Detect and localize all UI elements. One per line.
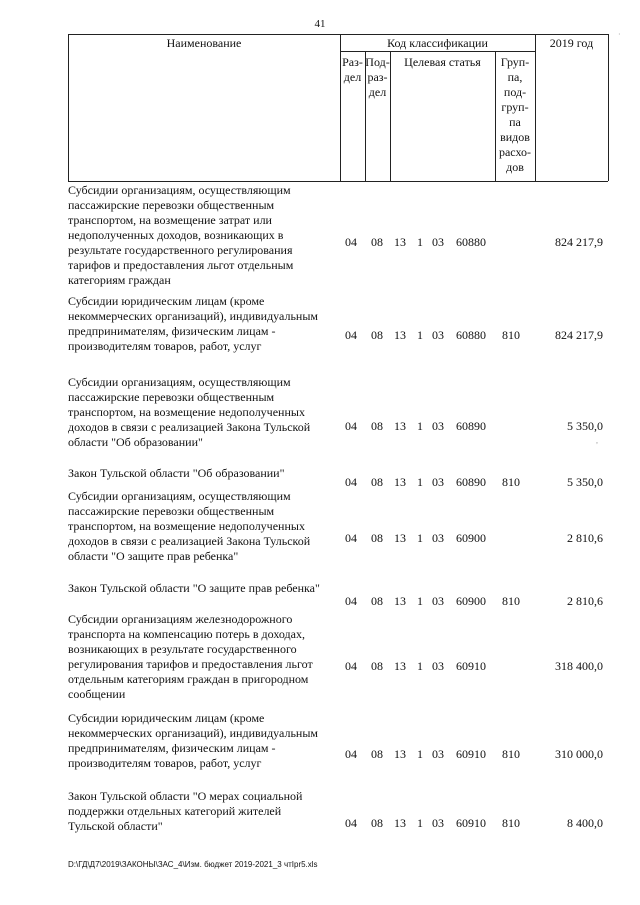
row-name-line: Закон Тульской области "О мерах социальной bbox=[68, 789, 303, 803]
row-name-line: Субсидии организациям, осуществляющим bbox=[68, 375, 291, 389]
row-code-c4: 60910 bbox=[456, 659, 486, 673]
header-razdel: Раз- дел bbox=[342, 55, 363, 84]
row-code-razdel: 04 bbox=[345, 816, 357, 830]
row-code-c1: 13 bbox=[394, 747, 406, 761]
row-name-line: доходов в связи с реализацией Закона Тульской bbox=[68, 420, 311, 434]
row-name-line: тарифов и предоставления льгот отдельным bbox=[68, 258, 294, 272]
row-name bbox=[68, 581, 340, 596]
row-code-razdel: 04 bbox=[345, 747, 357, 761]
row-code-c4: 60900 bbox=[456, 531, 486, 545]
row-code-razdel: 04 bbox=[345, 594, 357, 608]
row-code-c3: 03 bbox=[432, 475, 444, 489]
row-code-razdel: 04 bbox=[345, 659, 357, 673]
row-code-c2: 1 bbox=[417, 531, 423, 545]
row-name bbox=[68, 789, 340, 834]
row-code-c1: 13 bbox=[394, 816, 406, 830]
row-code-c3: 03 bbox=[432, 328, 444, 342]
row-code-c3: 03 bbox=[432, 816, 444, 830]
row-code-podrazdel: 08 bbox=[371, 235, 383, 249]
row-name-line: транспортом, на возмещение недополученных bbox=[68, 405, 305, 419]
row-code-c4: 60890 bbox=[456, 419, 486, 433]
row-code-c2: 1 bbox=[417, 328, 423, 342]
row-amount: 2 810,6 bbox=[567, 531, 603, 545]
row-name-line: области "О защите прав ребенка" bbox=[68, 549, 239, 563]
row-name bbox=[68, 183, 340, 288]
row-name bbox=[68, 466, 340, 481]
row-amount: 5 350,0 bbox=[567, 475, 603, 489]
row-name-line: категориям граждан bbox=[68, 273, 171, 287]
row-code-razdel: 04 bbox=[345, 328, 357, 342]
row-code-group: 810 bbox=[502, 594, 520, 608]
row-name-line: Субсидии организациям железнодорожного bbox=[68, 612, 293, 626]
row-code-podrazdel: 08 bbox=[371, 328, 383, 342]
row-name bbox=[68, 489, 340, 564]
row-code-group: 810 bbox=[502, 747, 520, 761]
row-name-line: предпринимателям, физическим лицам - bbox=[68, 324, 276, 338]
row-name-line: недополученных доходов, возникающих в bbox=[68, 228, 284, 242]
row-name-line: поддержки отдельных категорий жителей bbox=[68, 804, 282, 818]
row-amount: 310 000,0 bbox=[555, 747, 603, 761]
row-code-c4: 60880 bbox=[456, 235, 486, 249]
row-code-c2: 1 bbox=[417, 747, 423, 761]
row-code-c3: 03 bbox=[432, 419, 444, 433]
row-name-line: результате государственного регулирования bbox=[68, 243, 293, 257]
row-name-line: пассажирские перевозки общественным bbox=[68, 390, 275, 404]
row-name bbox=[68, 612, 340, 702]
row-code-c1: 13 bbox=[394, 531, 406, 545]
row-name-line: некоммерческих организаций), индивидуальным bbox=[68, 309, 318, 323]
row-code-c4: 60900 bbox=[456, 594, 486, 608]
row-name-line: транспортом, на возмещение недополученных bbox=[68, 519, 305, 533]
row-name-line: некоммерческих организаций), индивидуальным bbox=[68, 726, 318, 740]
row-code-razdel: 04 bbox=[345, 235, 357, 249]
file-path-footer: D:\ГД\Д7\2019\ЗАКОНЫ\ЗАС_4\Изм. бюджет 2019-2021_3 чтIpr5.xls bbox=[68, 860, 318, 869]
row-code-razdel: 04 bbox=[345, 531, 357, 545]
row-code-c2: 1 bbox=[417, 816, 423, 830]
header-code: Код классификации bbox=[387, 36, 488, 50]
row-code-c2: 1 bbox=[417, 594, 423, 608]
row-code-c4: 60890 bbox=[456, 475, 486, 489]
header-podrazdel: Под- раз- дел bbox=[365, 55, 390, 99]
row-code-c3: 03 bbox=[432, 594, 444, 608]
row-name-line: Субсидии юридическим лицам (кроме bbox=[68, 294, 265, 308]
row-code-c2: 1 bbox=[417, 419, 423, 433]
row-code-group: 810 bbox=[502, 328, 520, 342]
row-amount: 318 400,0 bbox=[555, 659, 603, 673]
row-name-line: регулирования тарифов и предоставления льгот bbox=[68, 657, 313, 671]
row-code-podrazdel: 08 bbox=[371, 816, 383, 830]
row-name bbox=[68, 375, 340, 450]
row-code-group: 810 bbox=[502, 816, 520, 830]
row-code-c2: 1 bbox=[417, 475, 423, 489]
row-code-c3: 03 bbox=[432, 531, 444, 545]
row-name-line: производителям товаров, работ, услуг bbox=[68, 756, 262, 770]
row-code-podrazdel: 08 bbox=[371, 747, 383, 761]
row-code-c1: 13 bbox=[394, 328, 406, 342]
row-code-podrazdel: 08 bbox=[371, 419, 383, 433]
row-code-c3: 03 bbox=[432, 659, 444, 673]
header-year: 2019 год bbox=[549, 36, 594, 50]
row-code-podrazdel: 08 bbox=[371, 594, 383, 608]
row-code-c1: 13 bbox=[394, 235, 406, 249]
page-number: 41 bbox=[314, 18, 326, 30]
row-name-line: предпринимателям, физическим лицам - bbox=[68, 741, 276, 755]
row-code-c2: 1 bbox=[417, 659, 423, 673]
row-code-podrazdel: 08 bbox=[371, 659, 383, 673]
row-code-c3: 03 bbox=[432, 747, 444, 761]
header-name: Наименование bbox=[166, 36, 242, 50]
row-name-line: Субсидии юридическим лицам (кроме bbox=[68, 711, 265, 725]
row-amount: 8 400,0 bbox=[567, 816, 603, 830]
row-amount: 824 217,9 bbox=[555, 235, 603, 249]
scan-speck: , bbox=[596, 436, 598, 445]
row-name-line: сообщении bbox=[68, 687, 126, 701]
row-name-line: доходов в связи с реализацией Закона Тульской bbox=[68, 534, 311, 548]
row-code-podrazdel: 08 bbox=[371, 531, 383, 545]
row-code-razdel: 04 bbox=[345, 419, 357, 433]
row-name-line: пассажирские перевозки общественным bbox=[68, 504, 275, 518]
row-code-podrazdel: 08 bbox=[371, 475, 383, 489]
row-name-line: пассажирские перевозки общественным bbox=[68, 198, 275, 212]
row-code-c2: 1 bbox=[417, 235, 423, 249]
row-name bbox=[68, 711, 340, 771]
row-code-razdel: 04 bbox=[345, 475, 357, 489]
row-name-line: Субсидии организациям, осуществляющим bbox=[68, 183, 291, 197]
header-group: Груп- па, под- груп- па видов расхо- дов bbox=[498, 55, 532, 174]
header-target: Целевая статья bbox=[404, 55, 481, 69]
row-code-c3: 03 bbox=[432, 235, 444, 249]
row-code-c1: 13 bbox=[394, 659, 406, 673]
row-name-line: области "Об образовании" bbox=[68, 435, 203, 449]
row-name-line: отдельным категориям граждан в пригородном bbox=[68, 672, 309, 686]
row-code-c1: 13 bbox=[394, 475, 406, 489]
row-name-line: транспорта на компенсацию потерь в доходах, bbox=[68, 627, 305, 641]
row-name-line: транспортом, на возмещение затрат или bbox=[68, 213, 272, 227]
row-amount: 5 350,0 bbox=[567, 419, 603, 433]
row-code-c4: 60880 bbox=[456, 328, 486, 342]
scan-speck: · bbox=[618, 30, 621, 39]
row-name bbox=[68, 294, 340, 354]
row-code-c4: 60910 bbox=[456, 747, 486, 761]
row-name-line: производителям товаров, работ, услуг bbox=[68, 339, 262, 353]
row-amount: 824 217,9 bbox=[555, 328, 603, 342]
row-name-line: Закон Тульской области "Об образовании" bbox=[68, 466, 285, 480]
row-code-group: 810 bbox=[502, 475, 520, 489]
row-name-line: Тульской области" bbox=[68, 819, 163, 833]
row-name-line: Закон Тульской области "О защите прав ребенка" bbox=[68, 581, 320, 595]
row-code-c1: 13 bbox=[394, 594, 406, 608]
row-code-c4: 60910 bbox=[456, 816, 486, 830]
row-name-line: возникающих в результате государственного bbox=[68, 642, 297, 656]
row-code-c1: 13 bbox=[394, 419, 406, 433]
row-name-line: Субсидии организациям, осуществляющим bbox=[68, 489, 291, 503]
row-amount: 2 810,6 bbox=[567, 594, 603, 608]
